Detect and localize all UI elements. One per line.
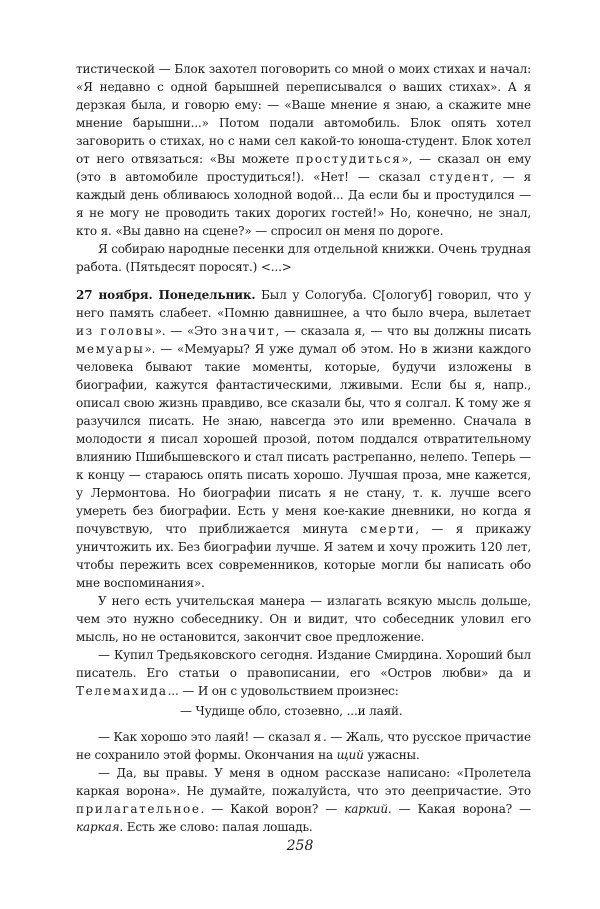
- text-run: ... — И он с удовольствием произнес:: [167, 684, 399, 698]
- text-run: . — Жаль, что русское причастие не сохранило этой формы. Окончания на: [76, 730, 531, 762]
- text-run: Был у Сологуба. С[ологуб] говорил, что у него память слабеет. «Помню давнишнее, а что было вчера, вылетает: [76, 288, 531, 320]
- entry-date: 27 ноября. Понедельник.: [76, 288, 256, 302]
- italic-text: каркая: [76, 820, 120, 834]
- text-run: . — Какая ворона? —: [387, 802, 531, 816]
- text-run: — Купил Тредьяковского сегодня. Издание Смирдина. Хороший был писатель. Его статьи о правописании, его «Остров любви» да и: [76, 648, 531, 680]
- spaced-text: значит: [221, 324, 276, 338]
- spaced-text: смерти: [360, 522, 416, 536]
- spaced-text: я: [313, 730, 323, 744]
- page-number: 258: [286, 838, 314, 854]
- text-run: ужасны.: [363, 748, 420, 762]
- paragraph-tredyakovsky: [76, 646, 531, 700]
- paragraph-adjective: [76, 764, 531, 836]
- text-run: — Как хорошо это лаяй! — сказал: [98, 730, 314, 744]
- spaced-text: студент: [429, 170, 491, 184]
- page-body: [76, 60, 531, 836]
- text-run: . Есть же слово: палая лошадь.: [119, 820, 313, 834]
- text-run: », — сказал он ему (это в автомобиле простудиться!). «Нет! — сказал: [76, 152, 531, 184]
- italic-text: щий: [336, 748, 364, 762]
- text-run: тистической — Блок захотел поговорить со мной о моих стихах и начал: «Я недавно с одной барышней переписывался о ваших стихах». А я дерзкая была, и говорю ему: — «Ваше мнение я знаю, а скажите мне мнение барышни...» Потом подали автомобиль. Блок опять хотел заговорить о стихах, но с нами сел какой-то юноша-студент. Блок хотел от него отвязаться: «Вы можете: [76, 62, 531, 166]
- text-run: , — я каждый день обливаюсь холодной водой... Да если бы и простудился — я не могу не проводить таких дорогих гостей!» Но, конечно, не знал, кто я. «Вы давно на сцене?» — спросил он меня по дороге.: [76, 170, 532, 238]
- text-run: , — сказала я, — что вы должны писать: [275, 324, 531, 338]
- text-run: , — я прикажу уничтожить их. Без биографии лучше. Я затем и хочу прожить 120 лет, чтобы пережить всех современников, которые могли бы написать обо мне воспоминания».: [76, 522, 531, 590]
- spaced-text: прилагательное: [76, 802, 201, 816]
- verse-quote: — Чудище обло, стозевно, ...и лаяй.: [180, 704, 403, 718]
- paragraph-participle: [76, 728, 531, 764]
- spaced-text: простудиться: [296, 152, 402, 166]
- spaced-text: мемуары: [76, 342, 145, 356]
- paragraph-manner: У него есть учительская манера — излагать всякую мысль дольше, чем это нужно собеседнику. Он и видит, что собеседник уловил его мысль, но не остановится, закончит свое предложение.: [76, 594, 531, 644]
- text-run: ». — «Это: [154, 324, 222, 338]
- text-run: — Да, вы правы. У меня в одном рассказе написано: «Пролетела каркая ворона». Не думайте, пожалуйста, что это деепричастие. Это: [76, 766, 531, 798]
- paragraph-blok: [76, 60, 531, 240]
- italic-text: каркий: [344, 802, 388, 816]
- text-run: . — Какой ворон? —: [200, 802, 345, 816]
- spaced-text: из головы: [76, 324, 155, 338]
- text-run: ». — «Мемуары? Я уже думал об этом. Но в жизни каждого человека бывают такие моменты, которые, будучи изложены в биографии, кажутся фантастическими, лживыми. Если бы я, напр., описал свою жизнь правдиво, все сказали бы, что я солгал. К тому же я разучился писать. Не знаю, навсегда это или временно. Сначала в молодости я писал хорошей прозой, потом поддался отвратительному влиянию Пшибышевского и стал писать растрепанно, нелепо. Теперь — к концу — стараюсь опять писать хорошо. Лучшая проза, мне кажется, у Лермонтова. Но биографии писать я не стану, т. к. лучше всего умереть без биографии. Есть у меня кое-какие дневники, но когда я почувствую, что приближается минута: [76, 342, 531, 536]
- paragraph-songs: Я собираю народные песенки для отдельной книжки. Очень трудная работа. (Пятьдесят поросят.) <...>: [76, 242, 531, 274]
- paragraph-sologub: [76, 286, 531, 592]
- spaced-text: Телемахида: [76, 684, 168, 698]
